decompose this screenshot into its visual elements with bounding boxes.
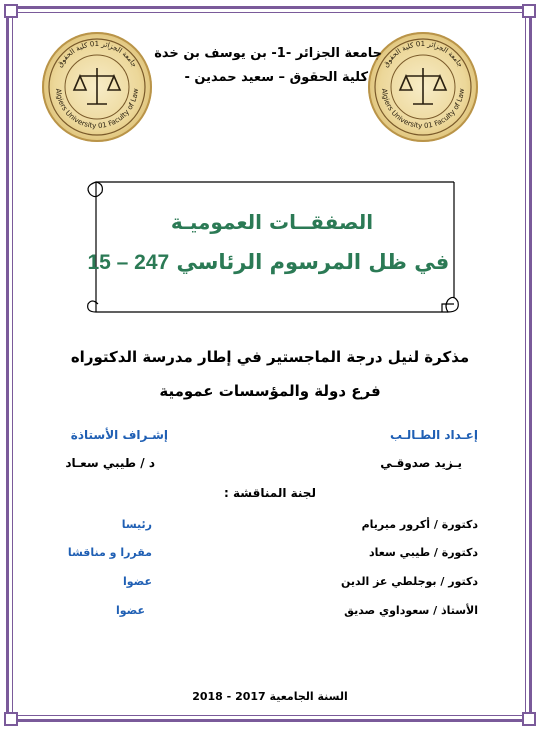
faculty-name: كلية الحقوق – سعيد حمدين - bbox=[184, 70, 368, 85]
committee-member-role: عضوا bbox=[115, 604, 145, 617]
thesis-title-line2 bbox=[82, 250, 462, 275]
seal-ring-text: جامعة الجزائر 01 كلية الحقوق bbox=[55, 39, 139, 69]
seal-ring-text-en: Algiers University 01 Faculty of Law bbox=[53, 88, 141, 131]
decree-number: 247 – 15 bbox=[87, 251, 170, 274]
committee-member-role: رئيسا bbox=[121, 518, 152, 531]
committee-member-name: الأستاذ / سعوداوي صديق bbox=[344, 604, 478, 617]
corner-ornament bbox=[4, 712, 18, 726]
supervisor-label: إشـراف الأستاذة bbox=[70, 428, 168, 442]
university-seal-left bbox=[42, 32, 152, 142]
corner-ornament bbox=[522, 4, 536, 18]
committee-member-name: دكتورة / أكرور ميريام bbox=[361, 518, 478, 531]
committee-label: لجنة المناقشة : bbox=[224, 486, 316, 500]
student-label: إعـداد الطـالـب bbox=[389, 428, 478, 442]
thesis-title-line1: الصفقــات العموميـة bbox=[170, 210, 374, 234]
committee-member-name: دكتور / بوجلطي عز الدين bbox=[340, 575, 478, 588]
thesis-branch: فرع دولة والمؤسسات عمومية bbox=[159, 382, 381, 400]
title-line2-text: في ظل المرسوم الرئاسي bbox=[176, 250, 450, 274]
student-name: يـزيد صدوقـي bbox=[380, 456, 462, 470]
committee-member-role: عضوا bbox=[122, 575, 152, 588]
committee-member-role: مقررا و مناقشا bbox=[67, 546, 152, 559]
corner-ornament bbox=[4, 4, 18, 18]
seal-ring-text-en: Algiers University 01 Faculty of Law bbox=[379, 88, 467, 131]
seal-ring-text: جامعة الجزائر 01 كلية الحقوق bbox=[381, 39, 465, 69]
scales-of-justice-icon bbox=[400, 68, 446, 104]
committee-member-name: دكتورة / طيبي سعاد bbox=[368, 546, 478, 559]
university-name: جامعة الجزائر -1- بن يوسف بن خدة bbox=[154, 46, 382, 61]
scales-of-justice-icon bbox=[74, 68, 120, 104]
thesis-degree: مذكرة لنيل درجة الماجستير في إطار مدرسة الدكتوراه bbox=[70, 348, 470, 366]
supervisor-name: د / طيبي سعـاد bbox=[65, 456, 155, 470]
title-scroll bbox=[82, 172, 462, 322]
corner-ornament bbox=[522, 712, 536, 726]
academic-year: السنة الجامعية 2017 - 2018 bbox=[192, 690, 348, 703]
university-seal-right bbox=[368, 32, 478, 142]
